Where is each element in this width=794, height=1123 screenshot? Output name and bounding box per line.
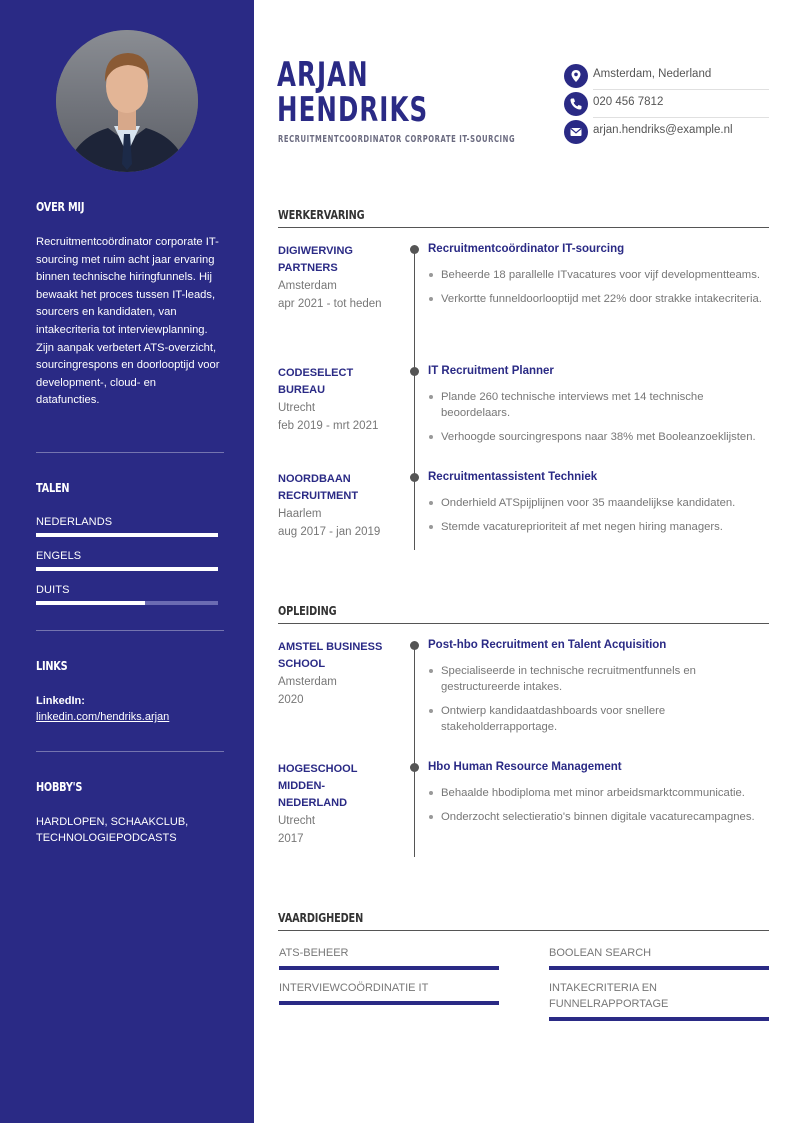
timeline-line xyxy=(414,642,415,857)
language-item xyxy=(36,550,218,571)
job-title: RECRUITMENTCOÖRDINATOR CORPORATE IT-SOURCING xyxy=(278,134,516,145)
about-text: Recruitmentcoördinator corporate IT-sourcing met ruim acht jaar ervaring binnen technische hiringfunnels. Hij bewaakt het proces tussen IT-leads, sourcers en kandidaten, van intakecriteria tot interviewplanning. Zijn aanpak verbetert ATS-overzicht, sourcingrespons en doorlooptijd voor development-, cloud- en datafuncties. xyxy=(36,236,220,407)
skills-heading: VAARDIGHEDEN xyxy=(278,910,364,925)
phone-text: 020 456 7812 xyxy=(593,96,664,108)
skill-name: INTERVIEWCOÖRDINATIE IT xyxy=(279,982,429,994)
graduation-year: 2017 xyxy=(278,833,304,845)
job-role: Recruitmentassistent Techniek xyxy=(428,471,598,483)
hobbies-heading: HOBBY'S xyxy=(36,779,83,794)
experience-heading: WERKERVARING xyxy=(278,207,365,222)
employer-name: DIGIWERVING PARTNERS xyxy=(278,245,353,274)
divider xyxy=(36,630,224,631)
timeline-dot xyxy=(410,641,419,650)
timeline-dot xyxy=(410,473,419,482)
timeline-dot xyxy=(410,763,419,772)
degree-name: Hbo Human Resource Management xyxy=(428,761,622,773)
language-item xyxy=(36,516,218,537)
employer-city: Amsterdam xyxy=(278,280,337,292)
languages-heading: TALEN xyxy=(36,480,70,495)
education-heading: OPLEIDING xyxy=(278,603,337,618)
achievement-item: Verhoogde sourcingrespons naar 38% met Booleanzoeklijsten. xyxy=(428,429,770,445)
sidebar xyxy=(0,0,254,1123)
language-level-fill xyxy=(36,567,218,571)
achievement-item: Onderhield ATSpijplijnen voor 35 maandelijkse kandidaten. xyxy=(428,495,770,511)
linkedin-link[interactable]: linkedin.com/hendriks.arjan xyxy=(36,711,170,723)
degree-name: Post-hbo Recruitment en Talent Acquisition xyxy=(428,639,667,651)
language-name: DUITS xyxy=(36,584,70,596)
section-divider xyxy=(278,227,769,228)
achievement-item: Specialiseerde in technische recruitmentfunnels en gestructureerde intakes. xyxy=(428,663,770,695)
achievement-list xyxy=(428,389,770,453)
school-city: Amsterdam xyxy=(278,676,337,688)
school-city: Utrecht xyxy=(278,815,316,827)
achievement-item: Ontwierp kandidaatdashboards voor snellere stakeholderrapportage. xyxy=(428,703,770,735)
language-level-bar xyxy=(36,533,218,537)
achievement-item: Stemde vacatureprioriteit af met negen hiring managers. xyxy=(428,519,770,535)
section-divider xyxy=(278,930,769,931)
profile-photo xyxy=(56,30,198,172)
skill-bar xyxy=(549,966,769,970)
achievement-item: Onderzocht selectieratio's binnen digitale vacaturecampagnes. xyxy=(428,809,770,825)
location-text: Amsterdam, Nederland xyxy=(593,68,712,80)
skill-item xyxy=(549,980,769,1021)
language-level-fill xyxy=(36,533,218,537)
skill-item xyxy=(279,980,499,1005)
achievement-list xyxy=(428,267,770,315)
skill-item xyxy=(279,945,499,970)
timeline-dot xyxy=(410,367,419,376)
linkedin-label: LinkedIn: xyxy=(36,695,85,707)
achievement-list xyxy=(428,663,770,743)
graduation-year: 2020 xyxy=(278,694,304,706)
hobbies-text: HARDLOPEN, SCHAAKCLUB, TECHNOLOGIEPODCASTS xyxy=(36,816,189,844)
achievement-item: Behaalde hbodiploma met minor arbeidsmarktcommunicatie. xyxy=(428,785,770,801)
language-level-bar xyxy=(36,601,218,605)
language-level-bar xyxy=(36,567,218,571)
skill-bar xyxy=(279,1001,499,1005)
employer-city: Utrecht xyxy=(278,402,316,414)
language-item xyxy=(36,584,218,605)
timeline-dot xyxy=(410,245,419,254)
envelope-icon xyxy=(564,120,588,144)
skill-item xyxy=(549,945,769,970)
language-level-fill xyxy=(36,601,145,605)
language-name: NEDERLANDS xyxy=(36,516,113,528)
location-pin-icon xyxy=(564,64,588,88)
skill-bar xyxy=(549,1017,769,1021)
achievement-item: Plande 260 technische interviews met 14 technische beoordelaars. xyxy=(428,389,770,421)
language-name: ENGELS xyxy=(36,550,82,562)
school-name: AMSTEL BUSINESS SCHOOL xyxy=(278,641,383,670)
achievement-list xyxy=(428,785,770,833)
achievement-item: Verkortte funneldoorlooptijd met 22% door strakke intakecriteria. xyxy=(428,291,770,307)
phone-icon xyxy=(564,92,588,116)
skill-bar xyxy=(279,966,499,970)
employer-name: NOORDBAAN RECRUITMENT xyxy=(278,473,359,502)
employment-period: feb 2019 - mrt 2021 xyxy=(278,420,379,432)
section-divider xyxy=(278,623,769,624)
employer-name: CODESELECT BUREAU xyxy=(278,367,354,396)
employer-city: Haarlem xyxy=(278,508,322,520)
email-link[interactable]: arjan.hendriks@example.nl xyxy=(593,124,733,136)
job-role: Recruitmentcoördinator IT-sourcing xyxy=(428,243,625,255)
contact-phone xyxy=(564,90,769,118)
name-last: HENDRIKS xyxy=(277,90,429,130)
employment-period: apr 2021 - tot heden xyxy=(278,298,382,310)
about-heading: OVER MIJ xyxy=(36,199,85,214)
skill-name: BOOLEAN SEARCH xyxy=(549,947,652,959)
timeline-line xyxy=(414,246,415,550)
achievement-list xyxy=(428,495,770,543)
achievement-item: Beheerde 18 parallelle ITvacatures voor vijf developmentteams. xyxy=(428,267,770,283)
divider xyxy=(36,452,224,453)
contact-email xyxy=(564,118,769,146)
employment-period: aug 2017 - jan 2019 xyxy=(278,526,381,538)
links-heading: LINKS xyxy=(36,658,68,673)
candidate-name xyxy=(277,55,429,130)
skill-name: INTAKECRITERIA EN FUNNELRAPPORTAGE xyxy=(549,982,669,1010)
job-role: IT Recruitment Planner xyxy=(428,365,554,377)
contact-location xyxy=(564,62,769,90)
school-name: HOGESCHOOL MIDDEN-NEDERLAND xyxy=(278,763,358,809)
divider xyxy=(36,751,224,752)
skill-name: ATS-BEHEER xyxy=(279,947,349,959)
name-first: ARJAN xyxy=(277,55,369,95)
